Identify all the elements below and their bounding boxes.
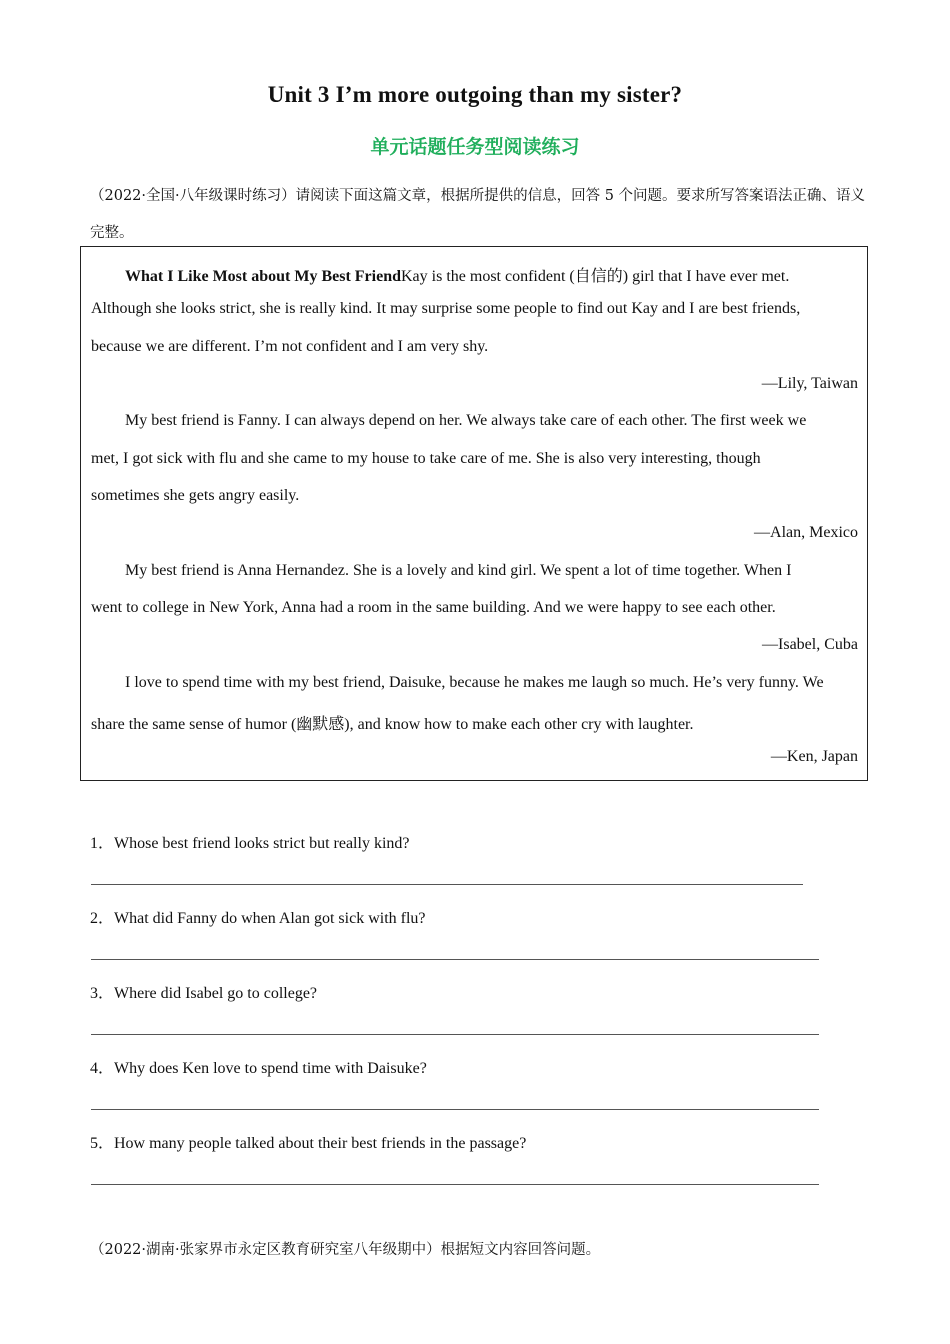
page-title: Unit 3 I’m more outgoing than my sister?	[267, 82, 683, 107]
passage-line: I love to spend time with my best friend, Daisuke, because he makes me laugh so much. He’s very funny. We	[125, 674, 824, 691]
answer-line-3[interactable]	[91, 1034, 819, 1035]
passage-line: Kay is the most confident (自信的) girl that I have ever met.	[401, 268, 790, 285]
passage-line: went to college in New York, Anna had a room in the same building. And we were happy to see each other.	[91, 599, 776, 616]
passage-signature: —Ken, Japan	[770, 748, 858, 765]
passage-signature: —Alan, Mexico	[754, 524, 858, 541]
question-2: 2．What did Fanny do when Alan got sick with flu?	[90, 910, 426, 927]
passage-signature: —Lily, Taiwan	[761, 375, 858, 392]
passage-line: sometimes she gets angry easily.	[91, 487, 300, 504]
answer-line-5[interactable]	[91, 1184, 819, 1185]
passage-line: Although she looks strict, she is really kind. It may surprise some people to find out Kay and I are best friends,	[91, 300, 801, 317]
question-5: 5．How many people talked about their best friends in the passage?	[90, 1135, 527, 1152]
answer-line-2[interactable]	[91, 959, 819, 960]
question-4: 4．Why does Ken love to spend time with Daisuke?	[90, 1060, 427, 1077]
passage-line: My best friend is Anna Hernandez. She is a lovely and kind girl. We spent a lot of time together. When I	[125, 562, 792, 579]
passage-signature: —Isabel, Cuba	[762, 636, 858, 653]
next-exercise-instruction: （2022·湖南·张家界市永定区教育研究室八年级期中）根据短文内容回答问题。	[90, 1242, 601, 1258]
answer-line-1[interactable]	[91, 884, 803, 885]
answer-line-4[interactable]	[91, 1109, 819, 1110]
question-3: 3．Where did Isabel go to college?	[90, 985, 318, 1002]
passage-line: because we are different. I’m not confident and I am very shy.	[91, 338, 489, 355]
passage-box	[80, 246, 868, 781]
passage-heading: What I Like Most about My Best Friend	[125, 268, 401, 285]
passage-line: met, I got sick with flu and she came to my house to take care of me. She is also very interesting, though	[91, 450, 761, 467]
passage-first-line	[125, 263, 789, 286]
instruction-text: （2022·全国·八年级课时练习）请阅读下面这篇文章，根据所提供的信息，回答 5 个问题。要求所写答案语法正确、语义完整。	[90, 188, 866, 241]
passage-line: share the same sense of humor (幽默感), and know how to make each other cry with laughter.	[91, 716, 694, 733]
question-1: 1．Whose best friend looks strict but really kind?	[90, 835, 410, 852]
passage-line: My best friend is Fanny. I can always depend on her. We always take care of each other. The first week we	[125, 412, 807, 429]
page-subtitle: 单元话题任务型阅读练习	[370, 136, 580, 158]
